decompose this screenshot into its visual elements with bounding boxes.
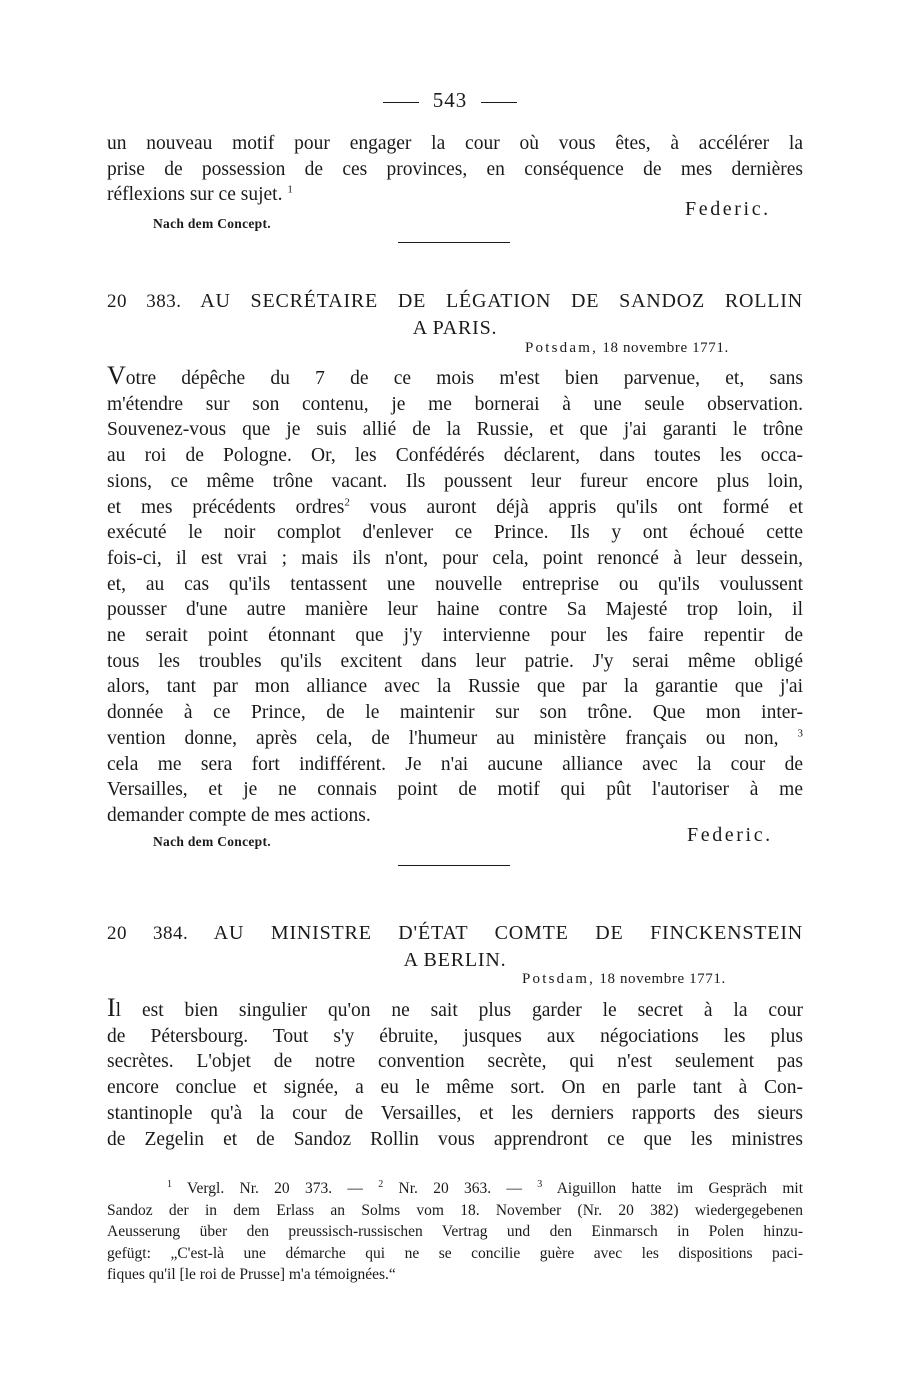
text-line: Versailles, et je ne connais point de motif qui pût l'autoriser à me (107, 779, 803, 801)
footnote-mark: 1 (167, 1178, 172, 1190)
footnote-line: Sandoz der in dem Erlass an Solms vom 18. November (Nr. 20 382) wiedergegebenen (107, 1201, 803, 1219)
dateline-date: 18 novembre 1771. (602, 340, 729, 356)
page-number-dash-left (383, 102, 419, 103)
footnote-line: Aeusserung über den preussisch-russischen Vertrag und den Einmarsch in Polen hinzu- (107, 1223, 803, 1241)
section-divider (398, 865, 510, 866)
initial-letter: V (107, 361, 126, 390)
footnote-ref: 2 (344, 496, 350, 509)
text-line: vention donne, après cela, de l'humeur au ministère français ou non, $^3$ (107, 727, 803, 749)
text-line: tous les troubles qu'ils excitent dans leur patrie. J'y serai même obligé (107, 650, 803, 672)
continuation-paragraph (107, 131, 803, 208)
text-line: réflexions sur ce sujet. $^1$ (107, 183, 293, 206)
letter-heading (107, 920, 803, 973)
text-line: cela me sera fort indifférent. Je n'ai aucune alliance avec la cour de (107, 753, 803, 775)
letter-number: 20 384. (107, 923, 189, 944)
text-line: secrètes. L'objet de notre convention secrète, qui n'est seulement pas (107, 1051, 803, 1073)
footnote-mark: 3 (537, 1178, 543, 1190)
text-line: ne serait point étonnant que j'y intervienne pour les faire repentir de (107, 625, 803, 647)
dateline-place: Potsdam, (522, 971, 596, 987)
dateline (522, 971, 726, 988)
text-line: exécuté le noir complot d'enlever ce Prince. Ils y ont échoué cette (107, 522, 803, 544)
letter-recipient: AU MINISTRE D'ÉTAT COMTE DE FINCKENSTEIN (213, 922, 804, 944)
text-line: Souvenez-vous que je suis allié de la Russie, et que j'ai garanti le trône (107, 419, 803, 441)
letter-number: 20 383. (107, 291, 182, 312)
page-number (0, 88, 900, 113)
text-line: demander compte de mes actions. (107, 804, 371, 826)
footnote-line: $^1$ Vergl. Nr. 20 373. — $^2$ Nr. 20 363. — $^3$ Aiguillon hatte im Gespräch mit (167, 1178, 804, 1197)
dateline (525, 340, 729, 357)
text-line: encore conclue et signée, a eu le même sort. On en parle tant à Con- (107, 1077, 803, 1099)
text-line: de Pétersbourg. Tout s'y ébruite, jusques aux négociations les plus (107, 1025, 803, 1047)
text-line: Votre dépêche du 7 de ce mois m'est bien parvenue, et, sans (107, 361, 803, 390)
letter-heading (107, 288, 803, 341)
text-line: un nouveau motif pour engager la cour où vous êtes, à accélérer la (107, 133, 803, 154)
text-line: et, au cas qu'ils tentassent une nouvelle entreprise ou qu'ils voulussent (107, 573, 803, 595)
page-number-text: 543 (432, 88, 468, 112)
text-line: m'étendre sur son contenu, je me bornerai à une seule observation. (107, 393, 803, 415)
text-line: pousser d'une autre manière leur haine contre Sa Majesté trop loin, il (107, 599, 803, 621)
dateline-date: 18 novembre 1771. (599, 971, 726, 987)
text-line: donnée à ce Prince, de le maintenir sur son trône. Que mon inter- (107, 702, 803, 724)
text-line: fois-ci, il est vrai ; mais ils n'ont, pour cela, point renoncé à leur dessein, (107, 547, 803, 569)
page-number-dash-right (481, 102, 517, 103)
text-line: stantinople qu'à la cour de Versailles, et les derniers rapports des sieurs (107, 1102, 803, 1124)
footnote-ref: 3 (797, 727, 803, 740)
dateline-place: Potsdam, (525, 340, 599, 356)
letter-heading-line1 (107, 920, 803, 947)
initial-letter: I (107, 993, 116, 1022)
source-note: Nach dem Concept. (153, 216, 271, 231)
text-line: de Zegelin et de Sandoz Rollin vous apprendront ce que les ministres (107, 1128, 803, 1150)
signature: Federic. (685, 198, 771, 220)
section-divider (398, 242, 510, 243)
text-line: et mes précédents ordres$^2$ vous auront déjà appris qu'ils ont formé et (107, 496, 804, 518)
text-line: Il est bien singulier qu'on ne sait plus garder le secret à la cour (107, 993, 803, 1022)
letter-body (107, 361, 804, 829)
footnote-line: gefügt: „C'est-là une démarche qui ne se concilie guère avec les dispositions paci- (107, 1244, 803, 1262)
text-line: alors, tant par mon alliance avec la Russie que par la garantie que j'ai (107, 676, 803, 698)
text-line: prise de possession de ces provinces, en conséquence de mes dernières (107, 158, 803, 180)
letter-recipient: AU SECRÉTAIRE DE LÉGATION DE SANDOZ ROLLIN (200, 290, 803, 312)
text-line: sions, ce même trône vacant. Ils poussent leur fureur encore plus loin, (107, 470, 803, 492)
letter-heading-line2: A BERLIN. (403, 949, 507, 971)
letter-heading-line1 (107, 288, 803, 315)
letter-body (107, 993, 803, 1152)
letter-heading-line2: A PARIS. (412, 317, 498, 339)
footnotes (107, 1178, 803, 1286)
signature: Federic. (687, 824, 773, 846)
footnote-line: fiques qu'il [le roi de Prusse] m'a témoignées.“ (107, 1266, 396, 1284)
footnote-mark: 2 (378, 1178, 384, 1190)
text-line: au roi de Pologne. Or, les Confédérés déclarent, dans toutes les occa- (107, 445, 803, 467)
source-note: Nach dem Concept. (153, 834, 271, 849)
footnote-ref: 1 (287, 183, 293, 196)
